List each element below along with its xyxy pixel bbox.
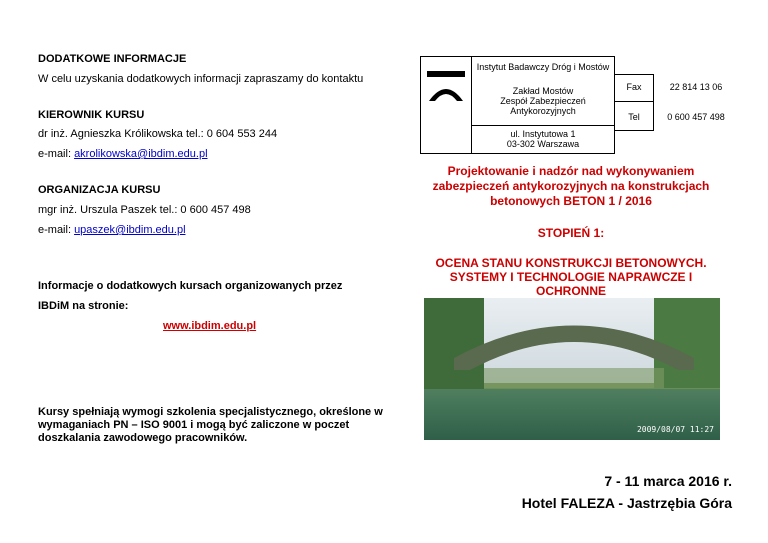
course-manager-email-link[interactable]: akrolikowska@ibdim.edu.pl [74, 148, 208, 160]
course-venue: Hotel FALEZA - Jastrzębia Góra [521, 495, 732, 511]
certification-line1: Kursy spełniają wymogi szkolenia specjalistycznego, określone w [38, 406, 383, 418]
tel-value: 0 600 457 498 [667, 112, 725, 122]
ibdim-logo-icon [421, 57, 471, 153]
organization-line: mgr inż. Urszula Paszek tel.: 0 600 457 498 [38, 204, 251, 216]
website-link[interactable]: www.ibdim.edu.pl [163, 320, 257, 332]
email-label: e-mail: [38, 224, 75, 236]
more-courses-line2: IBDiM na stronie: [38, 300, 129, 312]
department-line1: Zakład Mostów [512, 86, 574, 96]
extra-info-text: W celu uzyskania dodatkowych informacji zapraszamy do kontaktu [38, 73, 364, 85]
course-manager-heading: KIEROWNIK KURSU [38, 109, 145, 121]
organization-email-link[interactable]: upaszek@ibdim.edu.pl [74, 224, 186, 236]
fax-label: Fax [626, 82, 642, 92]
address-line1: ul. Instytutowa 1 [510, 129, 576, 139]
course-manager-email-row [38, 148, 208, 160]
course-subtitle: OCENA STANU KONSTRUKCJI BETONOWYCH. SYSTEMY I TECHNOLOGIE NAPRAWCZE I OCHRONNE [435, 256, 707, 298]
certification-line2: wymaganiach PN – ISO 9001 i mogą być zaliczone w poczet [38, 419, 350, 431]
course-level: STOPIEŃ 1: [537, 226, 605, 240]
institute-name: Instytut Badawczy Dróg i Mostów [476, 62, 610, 72]
extra-info-heading: DODATKOWE INFORMACJE [38, 53, 187, 65]
fax-value: 22 814 13 06 [669, 82, 723, 92]
logo-cell [420, 56, 472, 154]
tel-label: Tel [628, 112, 640, 122]
department-line2: Zespół Zabezpieczeń [500, 96, 586, 106]
organization-email-row [38, 224, 186, 236]
photo-timestamp: 2009/08/07 11:27 [636, 425, 714, 434]
organization-heading: ORGANIZACJA KURSU [38, 184, 161, 196]
bridge-photo [424, 298, 720, 440]
more-courses-line1: Informacje o dodatkowych kursach organizowanych przez [38, 280, 343, 292]
address-line2: 03-302 Warszawa [506, 139, 580, 149]
course-title: Projektowanie i nadzór nad wykonywaniem zabezpieczeń antykorozyjnych na konstrukcjach betonowych BETON 1 / 2016 [432, 164, 710, 208]
certification-line3: doszkalania zawodowego pracowników. [38, 432, 248, 444]
course-manager-line: dr inż. Agnieszka Królikowska tel.: 0 604 553 244 [38, 128, 278, 140]
course-dates: 7 - 11 marca 2016 r. [604, 473, 732, 489]
department-line3: Antykorozyjnych [510, 106, 576, 116]
email-label: e-mail: [38, 148, 75, 160]
